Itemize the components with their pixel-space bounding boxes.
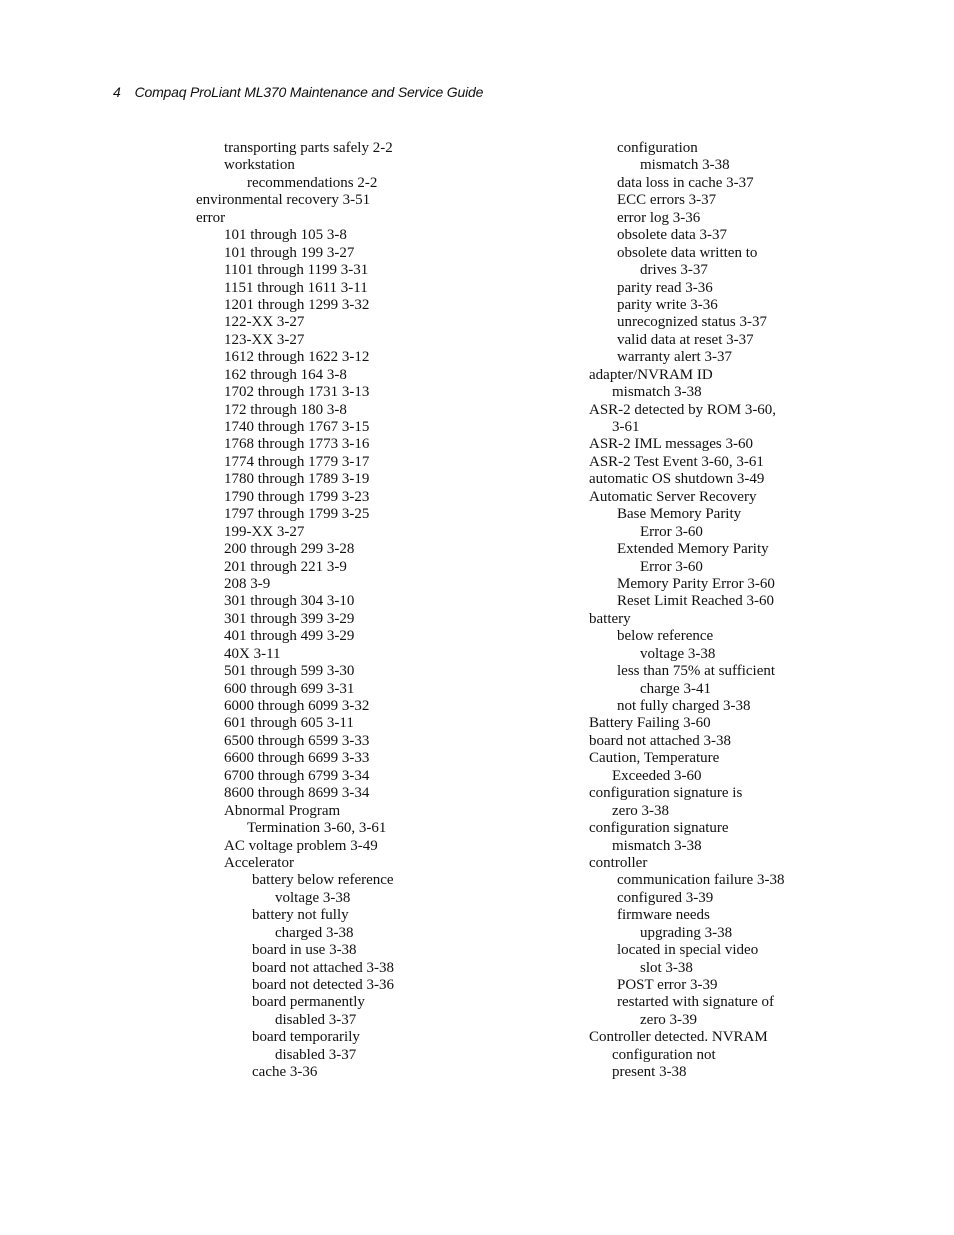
index-entry: data loss in cache 3-37 [617, 174, 754, 191]
index-entry: 1151 through 1611 3-11 [224, 279, 368, 296]
index-entry-continuation: Error 3-60 [640, 558, 703, 575]
index-entry: controller [589, 854, 648, 871]
index-entry: Reset Limit Reached 3-60 [617, 593, 775, 610]
index-entry: firmware needs [617, 907, 710, 924]
index-entry: Caution, Temperature [589, 750, 720, 767]
index-entry-continuation: zero 3-39 [640, 1011, 698, 1028]
index-entry: 1797 through 1799 3-25 [224, 506, 370, 523]
index-entry: 101 through 105 3-8 [224, 227, 347, 244]
index-entry: 1101 through 1199 3-31 [224, 262, 369, 279]
index-entry: 1702 through 1731 3-13 [224, 384, 370, 401]
index-entry: 1790 through 1799 3-23 [224, 488, 370, 505]
index-entry: Battery Failing 3-60 [589, 715, 711, 732]
index-entry-continuation: charge 3-41 [640, 680, 711, 697]
index-entry: Memory Parity Error 3-60 [617, 575, 775, 592]
index-entry: 1768 through 1773 3-16 [224, 436, 370, 453]
index-column-left [196, 140, 496, 1082]
index-entry: ASR-2 Test Event 3-60, 3-61 [589, 453, 764, 470]
index-entry: below reference [617, 628, 714, 645]
index-entry: 162 through 164 3-8 [224, 366, 347, 383]
index-entry: 122-XX 3-27 [224, 314, 305, 331]
index-entry: 200 through 299 3-28 [224, 541, 355, 558]
index-entry: 6000 through 6099 3-32 [224, 698, 370, 714]
index-entry: Automatic Server Recovery [589, 488, 757, 505]
index-entry: 6500 through 6599 3-33 [224, 732, 370, 749]
index-entry: workstation [224, 157, 295, 174]
index-entry-continuation: disabled 3-37 [275, 1046, 357, 1063]
index-entry: ASR-2 detected by ROM 3-60, [589, 401, 777, 418]
index-entry: configuration signature [589, 820, 729, 837]
page-number: 4 [113, 84, 121, 100]
index-entry: ECC errors 3-37 [617, 192, 717, 209]
index-entry-continuation: Termination 3-60, 3-61 [247, 820, 387, 837]
index-entry: board not attached 3-38 [252, 959, 395, 976]
index-entry-continuation: mismatch 3-38 [612, 384, 702, 401]
index-entry: board in use 3-38 [252, 942, 357, 959]
index-entry-continuation: Exceeded 3-60 [612, 767, 702, 784]
index-entry: Base Memory Parity [617, 506, 742, 523]
index-entry: cache 3-36 [252, 1064, 318, 1081]
index-entry: error log 3-36 [617, 209, 701, 226]
index-entry-continuation: mismatch 3-38 [640, 157, 730, 174]
index-entry: 601 through 605 3-11 [224, 715, 354, 732]
index-entry: 1780 through 1789 3-19 [224, 471, 370, 488]
index-entry: ASR-2 IML messages 3-60 [589, 436, 754, 453]
index-entry-continuation: configuration not [612, 1046, 716, 1063]
index-entry-continuation: slot 3-38 [640, 959, 693, 976]
index-entry: battery below reference [252, 872, 394, 889]
index-entry: 101 through 199 3-27 [224, 244, 355, 261]
index-entry-continuation: present 3-38 [612, 1064, 687, 1081]
index-entry: automatic OS shutdown 3-49 [589, 471, 765, 488]
index-entry: 6700 through 6799 3-34 [224, 767, 370, 784]
index-entry: 8600 through 8699 3-34 [224, 785, 370, 802]
index-entry: 1774 through 1779 3-17 [224, 453, 370, 470]
index-entry: Accelerator [224, 854, 294, 871]
index-column-right [589, 140, 849, 1082]
index-entry-continuation: Error 3-60 [640, 523, 703, 540]
index-entry: Extended Memory Parity [617, 541, 769, 558]
index-entry: less than 75% at sufficient [617, 663, 776, 680]
index-entry: 1740 through 1767 3-15 [224, 419, 370, 435]
index-entry: board not attached 3-38 [589, 732, 732, 749]
index-entry: error [196, 209, 226, 226]
index-entry: board not detected 3-36 [252, 977, 395, 993]
index-entry: 208 3-9 [224, 575, 271, 592]
index-entry: Abnormal Program [224, 802, 341, 819]
index-entry: valid data at reset 3-37 [617, 331, 754, 348]
index-entry: obsolete data 3-37 [617, 227, 727, 244]
index-entry-continuation: 3-61 [612, 419, 640, 435]
index-entry: parity read 3-36 [617, 279, 713, 296]
index-entry: 1201 through 1299 3-32 [224, 296, 370, 313]
index-entry: not fully charged 3-38 [617, 698, 751, 714]
index-entry: configured 3-39 [617, 889, 714, 906]
index-entry: 1612 through 1622 3-12 [224, 349, 370, 366]
index-entry: Controller detected. NVRAM [589, 1029, 768, 1046]
index-entry: 123-XX 3-27 [224, 331, 305, 348]
index-entry: board permanently [252, 994, 365, 1011]
index-entry-continuation: drives 3-37 [640, 262, 708, 279]
index-entry: AC voltage problem 3-49 [224, 837, 378, 854]
index-entry: 6600 through 6699 3-33 [224, 750, 370, 767]
index-entry: 401 through 499 3-29 [224, 628, 355, 645]
index-entry-continuation: upgrading 3-38 [640, 924, 733, 941]
index-entry: POST error 3-39 [617, 977, 718, 993]
index-entry: 199-XX 3-27 [224, 523, 305, 540]
index-entry: environmental recovery 3-51 [196, 192, 371, 209]
index-entry: configuration signature is [589, 785, 743, 802]
index-entry: 172 through 180 3-8 [224, 401, 347, 418]
index-entry: battery not fully [252, 907, 349, 924]
index-entry: battery [589, 610, 631, 627]
index-entry: 201 through 221 3-9 [224, 558, 347, 575]
index-entry: 301 through 304 3-10 [224, 593, 355, 610]
index-entry: 301 through 399 3-29 [224, 610, 355, 627]
index-entry-continuation: mismatch 3-38 [612, 837, 702, 854]
index-entry-continuation: zero 3-38 [612, 802, 670, 819]
index-entry-continuation: recommendations 2-2 [247, 174, 378, 191]
index-entry: warranty alert 3-37 [617, 349, 732, 366]
index-entry-continuation: disabled 3-37 [275, 1011, 357, 1028]
index-entry: 501 through 599 3-30 [224, 663, 355, 680]
index-entry: configuration [617, 140, 698, 156]
index-entry: restarted with signature of [617, 994, 775, 1011]
index-entry: 40X 3-11 [224, 645, 281, 662]
index-entry: adapter/NVRAM ID [589, 366, 713, 383]
index-entry-continuation: charged 3-38 [275, 924, 354, 941]
index-entry-continuation: voltage 3-38 [275, 889, 351, 906]
index-entry-continuation: voltage 3-38 [640, 645, 716, 662]
index-entry: unrecognized status 3-37 [617, 314, 767, 331]
index-entry: parity write 3-36 [617, 296, 718, 313]
index-entry: transporting parts safely 2-2 [224, 140, 393, 156]
index-entry: located in special video [617, 942, 759, 959]
index-entry: communication failure 3-38 [617, 872, 785, 889]
index-entry: 600 through 699 3-31 [224, 680, 355, 697]
document-title: Compaq ProLiant ML370 Maintenance and Service Guide [134, 84, 484, 100]
index-entry: obsolete data written to [617, 244, 758, 261]
index-entry: board temporarily [252, 1029, 360, 1046]
running-header [113, 84, 483, 100]
